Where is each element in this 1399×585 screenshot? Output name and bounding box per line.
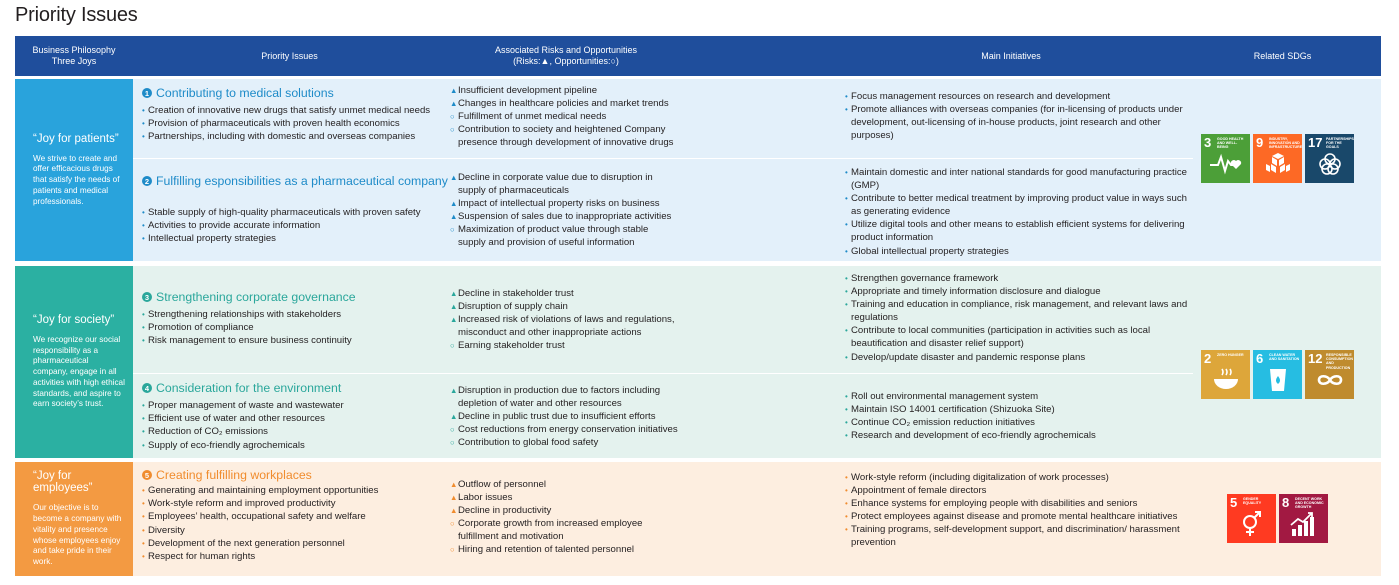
opportunity-marker-icon: ○ [450,125,455,135]
issue-items [142,399,450,452]
opportunity-item: ○ Contribution to society and heightened Company [450,124,666,136]
list-item: • Creation of innovative new drugs that satisfy unmet medical needs [142,104,450,117]
risk-item-cont: depletion of water and other resources [458,398,622,410]
list-item: • Activities to provide accurate information [142,219,450,232]
initiative-item: • Maintain ISO 14001 certification (Shizuoka Site) [845,403,1190,416]
risk-item: ▲ Insufficient development pipeline [450,85,598,96]
divider [133,158,1193,159]
risk-marker-icon: ▲ [450,289,458,298]
opportunity-item: ○ Earning stakeholder trust [450,340,565,352]
growth-chart-icon [1288,511,1320,537]
issue-title [142,174,450,188]
opportunity-item: ○ Maximization of product value through stable [450,224,649,236]
initiative-item: • Strengthen governance framework [845,272,1190,285]
heartbeat-icon [1210,151,1242,177]
joy-society [15,266,133,458]
initiative-item: • Contribute to better medical treatment by improving product value in ways such as generating evidence [845,192,1190,218]
risk-marker-icon: ▲ [450,315,458,325]
risk-item: ▲ Outflow of personnel [450,479,546,490]
initiative-item: • Promote alliances with overseas companies (for in-licensing of products under development, out-licensing of in-house products, joint research and other purposes) [845,103,1190,142]
list-item: • Work-style reform and improved productivity [142,497,450,510]
list-item: • Provision of pharmaceuticals with proven health economics [142,117,450,130]
opportunity-marker-icon: ○ [450,545,455,555]
initiative-item: • Focus management resources on research and development [845,90,1190,103]
gender-icon [1236,511,1268,537]
opportunity-marker-icon: ○ [450,425,455,435]
header-philosophy-line1: Business Philosophy [32,45,116,55]
joy-description: Our objective is to become a company with vitality and presence whose employees enjoy and take pride in their work. [33,503,122,567]
risks-issue-1 [450,84,840,149]
risk-marker-icon: ▲ [450,412,458,422]
joy-title: “Joy for employees” [33,470,93,495]
initiative-item: • Research and development of eco-friendly agrochemicals [845,429,1190,442]
issue-title-text: Contributing to medical solutions [156,86,334,100]
opportunity-item: ○ Hiring and retention of talented personnel [450,544,635,556]
issue-title [142,290,450,304]
risk-item: ▲ Changes in healthcare policies and market trends [450,98,669,110]
risk-marker-icon: ▲ [450,99,458,109]
bowl-icon [1210,367,1242,393]
risk-item: ▲ Decline in public trust due to insufficient efforts [450,411,656,423]
issue-number-icon: 2 [142,176,152,186]
list-item: • Efficient use of water and other resources [142,412,450,425]
list-item: • Partnerships, including with domestic and overseas companies [142,130,450,143]
sdg-group-employees [1227,494,1328,543]
issue-title-text: Creating fulfilling workplaces [156,468,312,482]
initiative-item: • Contribute to local communities (participation in activities such as local beautification and disaster relief support) [845,324,1190,350]
list-item: • Promotion of compliance [142,321,450,334]
issue-number-icon: 5 [142,470,152,480]
risk-item: ▲ Decline in productivity [450,505,552,517]
opportunity-marker-icon: ○ [450,438,455,448]
header-initiatives: Main Initiatives [981,50,1041,61]
risk-marker-icon: ▲ [450,386,458,395]
sdg-6-icon: 6 CLEAN WATER AND SANITATION [1253,350,1302,399]
initiative-item: • Roll out environmental management system [845,390,1190,403]
issue-title-text: Consideration for the environment [156,381,342,395]
risk-item-cont: supply of pharmaceuticals [458,185,569,197]
risk-marker-icon: ▲ [450,199,458,209]
initiative-item: • Utilize digital tools and other means to establish efficient systems for delivering product information [845,218,1190,244]
joy-description: We recognize our social responsibility as a pharmaceutical company, engage in all activities with high ethical standards, and aspire to earn society’s trust. [33,334,125,409]
risk-item: ▲ Disruption of supply chain [450,301,568,313]
opportunity-item: ○ Fulfillment of unmet medical needs [450,111,607,123]
risk-marker-icon: ▲ [450,302,458,312]
issue-items [142,104,450,144]
sdg-9-icon: 9 INDUSTRY, INNOVATION AND INFRASTRUCTURE [1253,134,1302,183]
initiatives-issue-4 [845,390,1190,442]
joy-patients [15,79,133,261]
list-item: • Supply of eco-friendly agrochemicals [142,439,450,452]
joy-title: “Joy for patients” [33,132,119,145]
priority-issue-3 [142,290,450,348]
risks-issue-2 [450,171,840,250]
issue-title [142,468,450,482]
joy-title: “Joy for society” [33,313,115,326]
joy-description: We strive to create and offer efficacious drugs that satisfy the needs of patients and medical professionals. [33,153,120,206]
risk-marker-icon: ▲ [450,506,458,516]
list-item: • Generating and maintaining employment opportunities [142,484,450,497]
rings-icon [1314,151,1346,177]
opportunity-item-cont: fulfillment and motivation [458,531,564,543]
header-sdgs: Related SDGs [1253,50,1312,61]
risk-item-cont: misconduct and other inappropriate actions [458,327,642,339]
priority-issue-2 [142,174,450,246]
priority-issue-1 [142,86,450,144]
risk-item: ▲ Decline in stakeholder trust [450,288,574,299]
initiatives-issue-2 [845,166,1190,258]
water-glass-icon [1262,367,1294,393]
header-risks-line2: (Risks:▲, Opportunities:○) [513,56,619,66]
header-philosophy-line2: Three Joys [51,56,97,66]
initiative-item: • Appropriate and timely information disclosure and dialogue [845,285,1190,298]
risk-item: ▲ Increased risk of violations of laws and regulations, [450,314,675,326]
opportunity-marker-icon: ○ [450,341,455,351]
issue-items [142,484,450,563]
list-item: • Intellectual property strategies [142,232,450,245]
page-title: Priority Issues [15,4,138,26]
risk-item: ▲ Suspension of sales due to inappropriate activities [450,211,672,223]
initiative-item: • Training and education in compliance, risk management, and relevant laws and regulations [845,298,1190,324]
initiative-item: • Global intellectual property strategies [845,245,1190,258]
opportunity-item-cont: presence through development of innovative drugs [458,137,674,149]
risk-item: ▲ Impact of intellectual property risks on business [450,198,660,210]
issue-number-icon: 3 [142,292,152,302]
sdg-group-society [1201,350,1354,399]
risk-marker-icon: ▲ [450,86,458,95]
risk-marker-icon: ▲ [450,212,458,222]
issue-title-text: Fulfilling esponsibilities as a pharmaceutical company [156,174,448,188]
list-item: • Respect for human rights [142,550,450,563]
opportunity-item: ○ Contribution to global food safety [450,437,599,449]
initiatives-issue-5 [845,471,1190,550]
initiative-item: • Work-style reform (including digitalization of work processes) [845,471,1190,484]
list-item: • Development of the next generation personnel [142,537,450,550]
infinity-icon [1314,367,1346,393]
risks-issue-4 [450,384,840,449]
opportunity-marker-icon: ○ [450,225,455,235]
risks-issue-5 [450,478,840,557]
priority-issue-5 [142,468,450,563]
initiatives-issue-1 [845,90,1190,142]
initiative-item: • Enhance systems for employing people with disabilities and seniors [845,497,1190,510]
header-philosophy [15,36,133,76]
opportunity-marker-icon: ○ [450,112,455,122]
list-item: • Proper management of waste and wastewater [142,399,450,412]
risks-issue-3 [450,287,840,352]
risk-item: ▲ Labor issues [450,492,513,504]
list-item: • Risk management to ensure business continuity [142,334,450,347]
issue-items [142,206,450,246]
risk-item: ▲ Decline in corporate value due to disruption in [450,172,653,183]
issue-title [142,86,450,100]
sdg-5-icon: 5 GENDER EQUALITY [1227,494,1276,543]
initiatives-issue-3 [845,272,1190,364]
initiative-item: • Appointment of female directors [845,484,1190,497]
header-priority-issues: Priority Issues [261,50,318,61]
divider [133,373,1193,374]
opportunity-item-cont: supply and provision of useful information [458,237,635,249]
sdg-group-patients [1201,134,1354,183]
priority-issue-4 [142,381,450,452]
opportunity-item: ○ Corporate growth from increased employee [450,518,643,530]
issue-items [142,308,450,348]
sdg-17-icon: 17 PARTNERSHIPS FOR THE GOALS [1305,134,1354,183]
list-item: • Stable supply of high-quality pharmaceuticals with proven safety [142,206,450,219]
sdg-8-icon: 8 DECENT WORK AND ECONOMIC GROWTH [1279,494,1328,543]
initiative-item: • Protect employees against disease and promote mental healthcare initiatives [845,510,1190,523]
initiative-item: • Continue CO₂ emission reduction initiatives [845,416,1190,429]
sdg-3-icon: 3 GOOD HEALTH AND WELL-BEING [1201,134,1250,183]
cubes-icon [1262,151,1294,177]
list-item: • Employees’ health, occupational safety and welfare [142,510,450,523]
list-item: • Diversity [142,524,450,537]
list-item: • Strengthening relationships with stakeholders [142,308,450,321]
risk-marker-icon: ▲ [450,480,458,489]
risk-marker-icon: ▲ [450,493,458,503]
list-item: • Reduction of CO₂ emissions [142,425,450,438]
opportunity-marker-icon: ○ [450,519,455,529]
issue-number-icon: 1 [142,88,152,98]
joy-employees [15,462,133,576]
initiative-item: • Maintain domestic and inter national standards for good manufacturing practice (GMP) [845,166,1190,192]
sdg-12-icon: 12 RESPONSIBLE CONSUMPTION AND PRODUCTION [1305,350,1354,399]
issue-title-text: Strengthening corporate governance [156,290,356,304]
header-risks [446,36,686,76]
initiative-item: • Training programs, self-development support, and discrimination/ harassment prevention [845,523,1190,549]
issue-title [142,381,450,395]
risk-item: ▲ Disruption in production due to factors including [450,385,661,396]
risk-marker-icon: ▲ [450,173,458,182]
header-risks-line1: Associated Risks and Opportunities [494,45,638,55]
issue-number-icon: 4 [142,383,152,393]
sdg-2-icon: 2 ZERO HUNGER [1201,350,1250,399]
initiative-item: • Develop/update disaster and pandemic response plans [845,351,1190,364]
opportunity-item: ○ Cost reductions from energy conservation initiatives [450,424,678,436]
